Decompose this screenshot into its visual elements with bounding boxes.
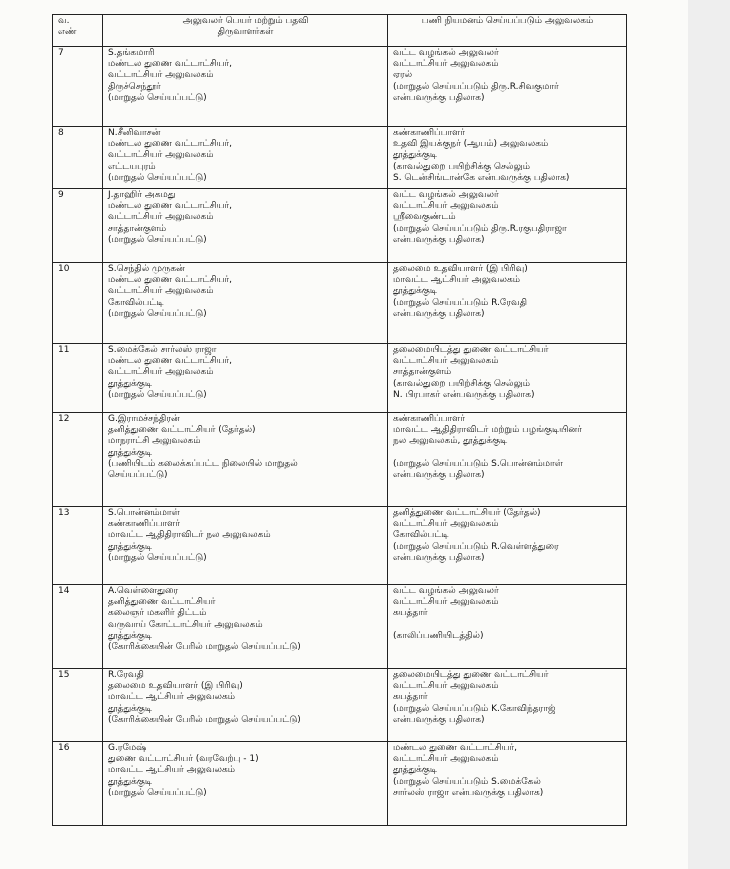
officer-detail-line: (மாறுதல் செய்யப்பட்டு) [108, 92, 207, 103]
officer-detail-line: வட்டாட்சியர் அலுவலகம் [108, 150, 214, 161]
posting-detail-line: கண்காணிப்பாளர் [393, 414, 465, 424]
posting-detail-line: சாத்தான்குளம் [393, 367, 452, 378]
officer-detail-line: தூத்துக்குடி [108, 630, 153, 641]
officer-detail-line: தலைமை உதவியாளர் (இ பிரிவு) [108, 681, 243, 692]
posting-detail-line: என்பவருக்கு பதிலாக) [393, 552, 485, 563]
officer-detail-line: சாத்தான்குளம் [108, 223, 167, 234]
posting-detail-line: தலைமையிடத்து துணை வட்டாட்சியர் [393, 670, 549, 680]
officer-detail-line: G.இராமச்சந்திரன் [108, 414, 180, 424]
posting-detail-line: (காவல்துறை பயிற்சிக்கு செல்லும் [393, 161, 531, 172]
posting-detail-line: என்பவருக்கு பதிலாக) [393, 308, 485, 319]
posting-detail-line: S. டென்சிங்டான்கே என்பவருக்கு பதிலாக) [393, 172, 570, 183]
officer-detail-line: தூத்துக்குடி [108, 541, 153, 552]
posting-detail-line: தூத்துக்குடி [393, 150, 438, 161]
table-row [53, 507, 627, 585]
posting-office-cell [388, 263, 627, 344]
table-row [53, 189, 627, 263]
officer-details-cell [103, 742, 388, 826]
posting-detail-line: தூத்துக்குடி [393, 286, 438, 297]
posting-detail-line: ஸ்ரீவைகுண்டம் [393, 212, 456, 223]
serial-number: 16 [58, 743, 70, 753]
officer-detail-line: (மாறுதல் செய்யப்பட்டு) [108, 389, 207, 400]
officer-detail-line: மண்டல துணை வட்டாட்சியர், [108, 59, 232, 70]
officer-detail-line: தனித்துணை வட்டாட்சியர் [108, 597, 216, 608]
posting-detail-line: வட்டாட்சியர் அலுவலகம் [393, 681, 499, 692]
posting-office-cell [388, 413, 627, 507]
posting-detail-line: (மாறுதல் செய்யப்படும் S.பொன்னம்மாள் [393, 458, 563, 469]
officer-detail-line: (மாறுதல் செய்யப்பட்டு) [108, 234, 207, 245]
posting-detail-line: கயத்தார் [393, 608, 428, 619]
posting-detail-line: கயத்தார் [393, 692, 428, 703]
posting-office-cell [388, 585, 627, 669]
posting-detail-line: வட்ட வழங்கல் அலுவலர் [393, 586, 499, 596]
header-officer-name [103, 15, 388, 47]
table-row [53, 47, 627, 127]
officer-detail-line: (மாறுதல் செய்யப்பட்டு) [108, 787, 207, 798]
header-serial-line1: வ. [58, 16, 70, 26]
officer-detail-line: வட்டாட்சியர் அலுவலகம் [108, 286, 214, 297]
transfer-table [52, 14, 627, 826]
serial-number: 14 [58, 586, 70, 596]
posting-detail-line: தனித்துணை வட்டாட்சியர் (தேர்தல்) [393, 508, 541, 518]
officer-detail-line: மாவட்ட ஆதிதிராவிடர் நல அலுவலகம் [108, 530, 271, 541]
posting-detail-line: வட்ட வழங்கல் அலுவலர் [393, 48, 499, 58]
officer-detail-line: வருவாய் கோட்டாட்சியர் அலுவலகம் [108, 619, 263, 630]
officer-detail-line: தனித்துணை வட்டாட்சியர் (தேர்தல்) [108, 425, 256, 436]
header-name-line2: திருவாளர்கள் [217, 27, 274, 38]
posting-detail-line: கோவில்பட்டி [393, 530, 449, 541]
officer-details-cell [103, 47, 388, 127]
officer-detail-line: J.தாஹிர் அகமது [108, 190, 176, 200]
serial-number-cell [53, 127, 103, 189]
table-row [53, 585, 627, 669]
serial-number-cell [53, 507, 103, 585]
officer-detail-line: S.பொன்னம்மாள் [108, 508, 180, 518]
posting-detail-line: வட்டாட்சியர் அலுவலகம் [393, 519, 499, 530]
posting-detail-line: என்பவருக்கு பதிலாக) [393, 234, 485, 245]
header-serial-line2: எண் [58, 27, 77, 38]
posting-detail-line: வட்டாட்சியர் அலுவலகம் [393, 356, 499, 367]
officer-detail-line: (கோரிக்கையின் பேரில் மாறுதல் செய்யப்பட்டு) [108, 714, 301, 725]
posting-office-cell [388, 669, 627, 742]
officer-details-cell [103, 413, 388, 507]
serial-number: 12 [58, 414, 70, 424]
serial-number-cell [53, 669, 103, 742]
officer-detail-line: வட்டாட்சியர் அலுவலகம் [108, 367, 214, 378]
officer-detail-line: கோவில்பட்டி [108, 297, 164, 308]
officer-detail-line: (கோரிக்கையின் பேரில் மாறுதல் செய்யப்பட்டு) [108, 642, 301, 653]
posting-detail-line: ஏரல் [393, 70, 413, 81]
table-row [53, 742, 627, 826]
officer-detail-line: S.செந்தில் முருகன் [108, 264, 185, 274]
officer-detail-line: மண்டல துணை வட்டாட்சியர், [108, 201, 232, 212]
posting-detail-line: என்பவருக்கு பதிலாக) [393, 470, 485, 481]
posting-detail-line: மாவட்ட ஆட்சியர் அலுவலகம் [393, 275, 520, 286]
posting-detail-line: N. பிரபாகர் என்பவருக்கு பதிலாக) [393, 389, 535, 400]
serial-number: 8 [58, 128, 64, 138]
officer-details-cell [103, 263, 388, 344]
table-row [53, 344, 627, 413]
posting-detail-line: வட்டாட்சியர் அலுவலகம் [393, 201, 499, 212]
posting-detail-line: உதவி இயக்குநர் (ஆயம்) அலுவலகம் [393, 139, 549, 150]
posting-office-cell [388, 344, 627, 413]
table-row [53, 413, 627, 507]
posting-detail-line: (மாறுதல் செய்யப்படும் R.ரேவதி [393, 297, 527, 308]
officer-detail-line: வட்டாட்சியர் அலுவலகம் [108, 212, 214, 223]
officer-detail-line: S.மைக்கேல் சார்லஸ் ராஜா [108, 345, 217, 355]
posting-detail-line: தலைமை உதவியாளர் (இ பிரிவு) [393, 264, 528, 274]
posting-detail-line: வட்ட வழங்கல் அலுவலர் [393, 190, 499, 200]
posting-detail-line [393, 448, 622, 459]
officer-details-cell [103, 585, 388, 669]
officer-detail-line: கண்காணிப்பாளர் [108, 519, 180, 530]
serial-number: 11 [58, 345, 70, 355]
serial-number-cell [53, 263, 103, 344]
header-name-line1: அலுவலர் பெயர் மற்றும் பதவி [182, 16, 309, 26]
page-margin-background [688, 0, 730, 869]
posting-detail-line: என்பவருக்கு பதிலாக) [393, 92, 485, 103]
officer-details-cell [103, 127, 388, 189]
officer-details-cell [103, 344, 388, 413]
officer-detail-line: (மாறுதல் செய்யப்பட்டு) [108, 308, 207, 319]
officer-detail-line: தூத்துக்குடி [108, 703, 153, 714]
serial-number-cell [53, 413, 103, 507]
posting-detail-line: வட்டாட்சியர் அலுவலகம் [393, 754, 499, 765]
officer-detail-line: (மாறுதல் செய்யப்பட்டு) [108, 172, 207, 183]
posting-detail-line: (மாறுதல் செய்யப்படும் K.கோவிந்தராஜ் [393, 703, 556, 714]
posting-detail-line: சார்லஸ் ராஜா என்பவருக்கு பதிலாக) [393, 787, 544, 798]
posting-detail-line: (மாறுதல் செய்யப்படும் திரு.R.ரகுபதிராஜா [393, 223, 567, 234]
header-serial-no [53, 15, 103, 47]
posting-detail-line [393, 620, 622, 631]
officer-detail-line: தூத்துக்குடி [108, 447, 153, 458]
posting-office-cell [388, 127, 627, 189]
officer-detail-line: மாவட்ட ஆட்சியர் அலுவலகம் [108, 692, 235, 703]
serial-number: 10 [58, 264, 70, 274]
posting-detail-line: என்பவருக்கு பதிலாக) [393, 714, 485, 725]
table-row [53, 127, 627, 189]
posting-detail-line: தூத்துக்குடி [393, 765, 438, 776]
table-row [53, 263, 627, 344]
posting-detail-line: மண்டல துணை வட்டாட்சியர், [393, 743, 517, 753]
posting-office-cell [388, 189, 627, 263]
officer-detail-line: துணை வட்டாட்சியர் (வரவேற்பு - 1) [108, 754, 259, 765]
posting-detail-line: தலைமையிடத்து துணை வட்டாட்சியர் [393, 345, 549, 355]
serial-number: 15 [58, 670, 70, 680]
posting-detail-line: (காலிப்பணியிடத்தில்) [393, 630, 484, 641]
officer-detail-line: திருச்செந்தூர் [108, 81, 161, 92]
officer-detail-line: (பணியிடம் கலைக்கப்பட்ட நிலையில் மாறுதல் [108, 458, 298, 469]
serial-number: 13 [58, 508, 70, 518]
officer-detail-line: தூத்துக்குடி [108, 776, 153, 787]
serial-number: 7 [58, 48, 64, 58]
posting-detail-line: நல அலுவலகம், தூத்துக்குடி [393, 436, 508, 447]
officer-detail-line: செய்யப்பட்டு) [108, 470, 168, 481]
officer-detail-line: மண்டல துணை வட்டாட்சியர், [108, 275, 232, 286]
serial-number: 9 [58, 190, 64, 200]
posting-detail-line: வட்டாட்சியர் அலுவலகம் [393, 597, 499, 608]
posting-office-cell [388, 507, 627, 585]
table-row [53, 669, 627, 742]
officer-details-cell [103, 507, 388, 585]
header-posting-label: பணி நியமனம் செய்யப்படும் அலுவலகம் [421, 16, 594, 26]
posting-office-cell [388, 47, 627, 127]
officer-detail-line: தூத்துக்குடி [108, 378, 153, 389]
posting-office-cell [388, 742, 627, 826]
officer-detail-line: எட்டயபுரம் [108, 161, 156, 172]
serial-number-cell [53, 189, 103, 263]
officer-details-cell [103, 669, 388, 742]
serial-number-cell [53, 344, 103, 413]
serial-number-cell [53, 585, 103, 669]
officer-detail-line: மண்டல துணை வட்டாட்சியர், [108, 139, 232, 150]
officer-detail-line: (மாறுதல் செய்யப்பட்டு) [108, 552, 207, 563]
posting-detail-line: (மாறுதல் செய்யப்படும் S.மைக்கேல் [393, 776, 541, 787]
header-posting-office [388, 15, 627, 47]
officer-detail-line: N.சீனிவாசன் [108, 128, 161, 138]
table-header-row [53, 15, 627, 47]
posting-detail-line: மாவட்ட ஆதிதிராவிடர் மற்றும் பழங்குடியினர் [393, 425, 582, 436]
serial-number-cell [53, 742, 103, 826]
officer-detail-line: மாவட்ட ஆட்சியர் அலுவலகம் [108, 765, 235, 776]
posting-detail-line: வட்டாட்சியர் அலுவலகம் [393, 59, 499, 70]
officer-detail-line: A.வெள்ளைதுரை [108, 586, 179, 596]
officer-detail-line: வட்டாட்சியர் அலுவலகம் [108, 70, 214, 81]
officer-detail-line: R.ரேவதி [108, 670, 144, 680]
posting-detail-line: (மாறுதல் செய்யப்படும் R.வெள்ளத்துரை [393, 541, 559, 552]
posting-detail-line: (காவல்துறை பயிற்சிக்கு செல்லும் [393, 378, 531, 389]
officer-detail-line: கலைஞர் மகளிர் திட்டம் [108, 608, 207, 619]
posting-detail-line: கண்காணிப்பாளர் [393, 128, 465, 138]
serial-number-cell [53, 47, 103, 127]
officer-detail-line: G.ரமேஷ் [108, 743, 147, 753]
officer-detail-line: S.தங்கமாரி [108, 48, 155, 58]
officer-detail-line: மாநராட்சி அலுவலகம் [108, 436, 201, 447]
officer-details-cell [103, 189, 388, 263]
officer-detail-line: மண்டல துணை வட்டாட்சியர், [108, 356, 232, 367]
posting-detail-line: (மாறுதல் செய்யப்படும் திரு.R.சிவகுமார் [393, 81, 559, 92]
